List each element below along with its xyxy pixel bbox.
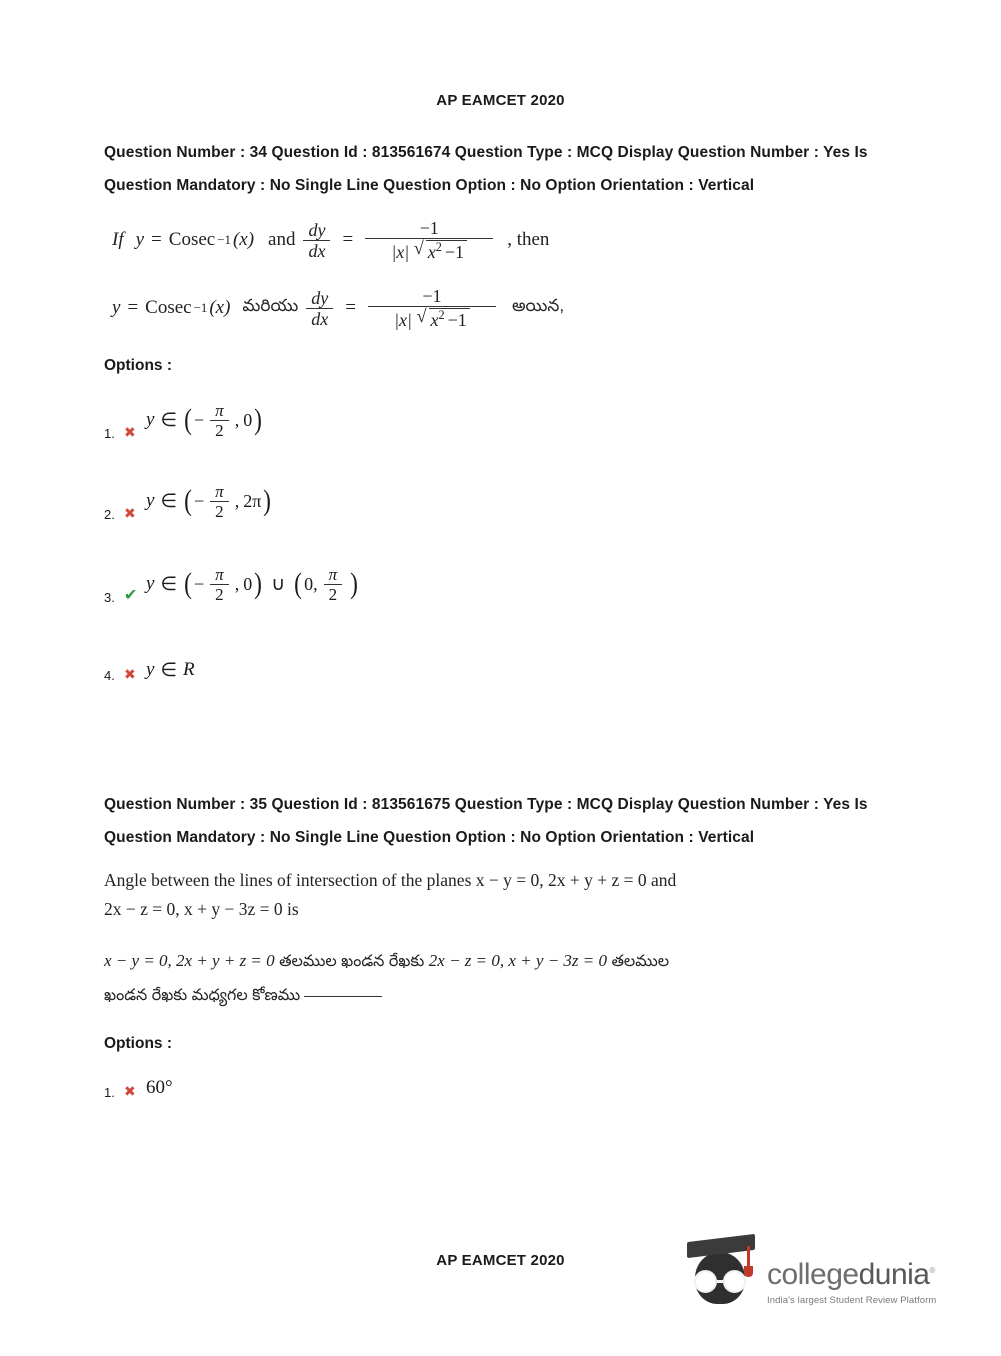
paren-open: ( — [294, 567, 303, 601]
lens-right — [723, 1270, 746, 1293]
opt2-sign: − — [194, 490, 205, 511]
opt1-comma: , — [234, 409, 240, 430]
option-row-2[interactable] — [104, 482, 911, 523]
paren-open: ( — [184, 402, 192, 436]
derivative-fraction-te — [306, 288, 333, 329]
stem-equals-2: = — [342, 229, 354, 251]
opt1-sign: − — [194, 409, 205, 430]
option-content — [146, 659, 195, 684]
paren-close: ) — [263, 483, 272, 517]
opt3-var: y — [146, 573, 155, 595]
opt1-frac-num: π — [215, 400, 224, 420]
cap-tassel — [747, 1246, 750, 1268]
opt3-frac-b-den: 2 — [324, 584, 343, 604]
derivative-denominator: dx — [303, 240, 330, 261]
opt3-union-icon: ∪ — [271, 573, 286, 595]
stem-prefix: If — [112, 229, 124, 251]
opt3-comma-a: , — [234, 573, 240, 594]
stem-te-text-2: తలముల — [611, 952, 670, 970]
opt3-interval-b — [293, 565, 359, 604]
opt3-frac-a-num: π — [215, 564, 224, 584]
opt1-var: y — [146, 409, 155, 431]
rhs-sqrt-tail: −1 — [444, 242, 465, 263]
lens-left — [694, 1270, 717, 1293]
page-header-title: AP EAMCET 2020 — [436, 92, 565, 109]
paren-close: ) — [254, 402, 263, 436]
derivative-fraction — [303, 220, 330, 261]
opt3-frac-a-den: 2 — [210, 584, 229, 604]
rhs-sqrt — [414, 239, 467, 262]
paren-open: ( — [184, 483, 192, 517]
answer-blank — [304, 995, 382, 997]
correct-answer-icon: ✔ — [124, 586, 138, 604]
question-block-34 — [104, 136, 911, 684]
stem-te-math-1: x − y = 0, 2x + y + z = 0 — [104, 950, 275, 970]
stem-te-line-2 — [104, 979, 911, 1013]
option-row-3[interactable] — [104, 565, 911, 606]
opt4-set: R — [183, 659, 195, 681]
logo-wordmark — [767, 1260, 936, 1290]
page-footer-title: AP EAMCET 2020 — [436, 1252, 565, 1269]
option-number: 3. — [104, 589, 115, 605]
opt2-comma: , — [234, 490, 240, 511]
paren-close: ) — [254, 567, 263, 601]
opt3-sign: − — [194, 573, 205, 594]
question-34-stem-telugu — [112, 286, 911, 330]
opt1-fraction — [210, 401, 229, 440]
option-content — [146, 482, 272, 523]
opt3-comma-b: , — [313, 573, 318, 594]
logo-word-first: college — [767, 1258, 859, 1291]
derivative-numerator: dy — [308, 219, 326, 240]
glasses-icon — [694, 1272, 746, 1291]
rhs-sqrt-power: 2 — [435, 240, 442, 255]
opt2-frac-den: 2 — [210, 501, 229, 521]
opt2-b: 2π — [243, 490, 262, 511]
stem-te-function-name: Cosec — [145, 297, 192, 319]
stem-te-text-3: ఖండన రేఖకు మధ్యగల కోణము — [104, 986, 301, 1004]
stem-te-function-arg: (x) — [209, 297, 231, 319]
opt3-c: 0 — [304, 573, 314, 594]
stem-equals-1: = — [151, 229, 162, 251]
rhs-denominator-te — [368, 306, 496, 330]
question-35-stem-english — [104, 866, 911, 924]
opt2-in: ∈ — [160, 490, 177, 512]
option-row-1[interactable] — [104, 1067, 911, 1101]
opt3-fraction-a — [210, 565, 229, 604]
stem-te-math-2: 2x − z = 0, x + y − 3z = 0 — [428, 950, 608, 970]
rhs-abs-x: |x| — [391, 242, 410, 263]
stem-function-power: −1 — [217, 232, 231, 248]
logo-text-block — [767, 1260, 936, 1310]
stem-function-name: Cosec — [168, 229, 216, 251]
opt3-in: ∈ — [160, 573, 177, 595]
stem-te-function-power: −1 — [193, 300, 208, 316]
question-metadata: Question Number : 34 Question Id : 813561674 Question Type : MCQ Display Question Number : Yes Is Question Mandatory : No Single Line Question Option : No Option Orientation : Vertical — [104, 144, 868, 194]
option-number: 2. — [104, 506, 115, 522]
opt3-frac-b-num: π — [328, 564, 338, 584]
opt1-b: 0 — [243, 409, 253, 430]
opt3-fraction-b — [324, 565, 343, 604]
stem-te-equals-2: = — [345, 297, 356, 319]
opt4-var: y — [146, 659, 155, 681]
stem-line-2: 2x − z = 0, x + y − 3z = 0 is — [104, 898, 299, 919]
rhs-sqrt-tail-te: −1 — [447, 310, 467, 331]
rhs-denominator — [365, 238, 493, 262]
opt1-frac-den: 2 — [210, 420, 229, 440]
rhs-sqrt-x: x — [427, 242, 436, 263]
options-label-34: Options : — [104, 356, 173, 374]
stem-variable-y: y — [135, 229, 145, 251]
logo-word-second: dunia — [858, 1258, 930, 1291]
option-content — [146, 565, 359, 606]
rhs-sqrt-te — [417, 307, 470, 330]
derivative-denominator-te: dx — [306, 308, 333, 329]
question-34-stem-english — [112, 218, 911, 262]
opt3-interval-a — [183, 565, 263, 604]
opt2-var: y — [146, 490, 155, 512]
opt1-in: ∈ — [160, 409, 177, 431]
wrong-answer-icon: ✖ — [124, 1082, 136, 1099]
opt2-interval — [183, 482, 272, 521]
opt1-interval — [183, 401, 263, 440]
paren-open: ( — [184, 567, 192, 601]
question-metadata: Question Number : 35 Question Id : 813561675 Question Type : MCQ Display Question Number : Yes Is Question Mandatory : No Single Line Question Option : No Option Orientation : Vertical — [104, 795, 868, 846]
stem-function-arg: (x) — [232, 229, 255, 251]
graduation-cap-icon — [683, 1236, 759, 1310]
opt2-fraction — [210, 482, 229, 521]
logo-trademark: ® — [929, 1266, 935, 1275]
opt3-b: 0 — [243, 573, 253, 594]
opt2-frac-num: π — [215, 481, 224, 501]
stem-suffix-then: , then — [507, 229, 550, 251]
stem-line-1: Angle between the lines of intersection of the planes x − y = 0, 2x + y + z = 0 and — [104, 869, 677, 890]
collegedunia-logo — [683, 1236, 953, 1318]
option-number: 4. — [104, 667, 115, 683]
wrong-answer-icon: ✖ — [124, 423, 136, 440]
wrong-answer-icon: ✖ — [124, 665, 136, 682]
option-content — [146, 401, 263, 442]
stem-te-variable-y: y — [112, 297, 121, 319]
glasses-bridge — [717, 1280, 723, 1283]
rhs-sqrt-power-te: 2 — [438, 308, 445, 323]
rhs-numerator-te: −1 — [422, 286, 442, 307]
wrong-answer-icon: ✖ — [124, 504, 136, 521]
option-row-4[interactable] — [104, 650, 911, 684]
paren-close: ) — [350, 567, 359, 601]
stem-te-connector: మరియు — [242, 296, 299, 316]
option-row-1[interactable] — [104, 401, 911, 442]
page-content — [104, 136, 911, 1101]
options-label-35: Options : — [104, 1034, 173, 1052]
stem-te-equals-1: = — [127, 297, 139, 319]
stem-te-tail: అయిన, — [511, 296, 565, 316]
stem-te-line-1 — [104, 944, 911, 979]
question-block-35 — [104, 788, 911, 1101]
stem-te-text-1: తలముల ఖండన రేఖకు — [279, 952, 425, 970]
opt4-in: ∈ — [160, 659, 177, 681]
rhs-fraction — [365, 218, 493, 262]
rhs-abs-x-te: |x| — [394, 310, 412, 331]
rhs-fraction-te — [368, 286, 496, 330]
rhs-numerator: −1 — [419, 218, 439, 238]
option-content: 60° — [146, 1076, 173, 1098]
logo-tagline: India's largest Student Review Platform — [767, 1295, 937, 1306]
derivative-numerator-te: dy — [311, 287, 329, 308]
question-35-stem-telugu — [104, 944, 911, 1013]
option-number: 1. — [104, 425, 115, 441]
option-number: 1. — [104, 1084, 115, 1100]
stem-conjunction-and: and — [268, 229, 296, 251]
rhs-sqrt-x-te: x — [430, 310, 439, 331]
